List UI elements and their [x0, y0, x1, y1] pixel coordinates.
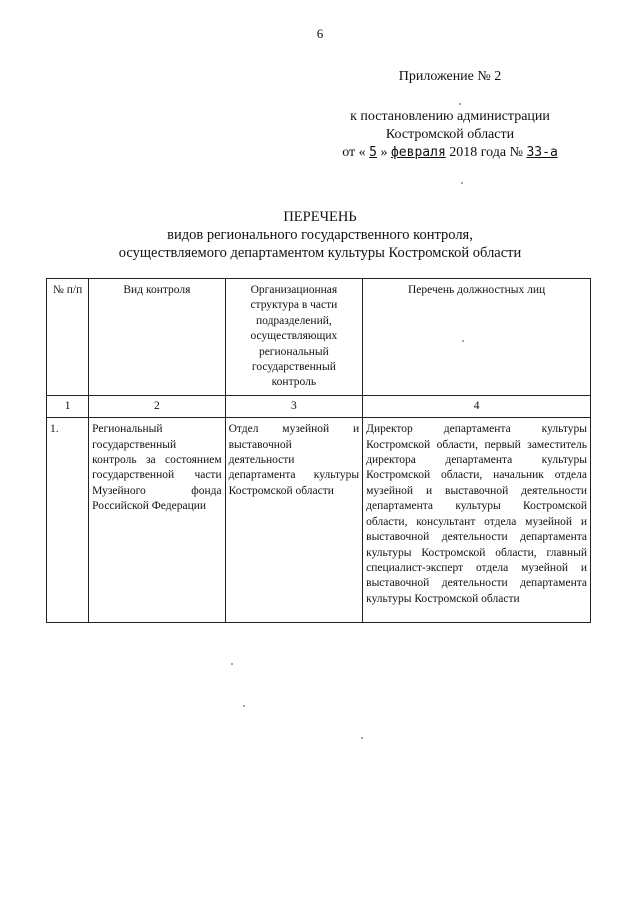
- scan-speck: [243, 705, 245, 707]
- scan-speck: [461, 182, 463, 184]
- appendix-date-line: [300, 144, 600, 162]
- page-number: 6: [316, 26, 324, 41]
- column-number: 3: [225, 395, 363, 417]
- structure-cell: Отдел музейной и выставочной деятельности департамента культуры Костромской области: [225, 418, 363, 623]
- appendix-resolution-line: к постановлению администрации: [350, 109, 550, 124]
- control-kind-cell: Региональный государственный контроль за состоянием государственной части Музейного фонда Российской Федерации: [89, 418, 225, 623]
- column-number: 1: [47, 395, 89, 417]
- appendix-region-line: Костромской области: [385, 127, 515, 142]
- list-subtitle-line2: осуществляемого департаментом культуры Костромской области: [118, 245, 522, 261]
- officials-cell: Директор департамента культуры Костромской области, первый заместитель директора департамента культуры Костромской области, начальник отдела музейной и выставочной деятельности департамента культуры Костромской области, консультант отдела музейной и выставочной деятельности департамента культуры Костромской области, главный специалист-эксперт отдела музейной и выставочной деятельности департамента культуры Костромской области: [363, 418, 591, 623]
- scan-speck: [231, 663, 233, 665]
- list-title: ПЕРЕЧЕНЬ: [283, 209, 357, 225]
- column-number-row: [47, 395, 591, 417]
- date-prefix: от «: [342, 145, 366, 160]
- document-number: 33-а: [526, 145, 558, 160]
- table-header-row: [47, 279, 591, 396]
- header-structure: Организационная структура в части подразделений, осуществляющих региональный государственный контроль: [225, 279, 363, 396]
- appendix-title: Приложение № 2: [398, 69, 502, 84]
- scan-speck: [462, 340, 464, 342]
- scan-speck: [459, 103, 461, 105]
- column-number: 2: [89, 395, 225, 417]
- row-number: 1.: [47, 418, 89, 623]
- date-day: 5: [369, 145, 377, 160]
- control-types-table: [46, 278, 591, 623]
- column-number: 4: [363, 395, 591, 417]
- date-separator: »: [380, 145, 388, 160]
- date-year: 2018 года №: [449, 145, 523, 160]
- list-subtitle-line1: видов регионального государственного контроля,: [167, 227, 473, 243]
- scan-speck: [361, 737, 363, 739]
- header-number: № п/п: [47, 279, 89, 396]
- header-control-kind: Вид контроля: [89, 279, 225, 396]
- date-month: февраля: [390, 145, 446, 160]
- header-officials: Перечень должностных лиц: [363, 279, 591, 396]
- table-row: [47, 418, 591, 623]
